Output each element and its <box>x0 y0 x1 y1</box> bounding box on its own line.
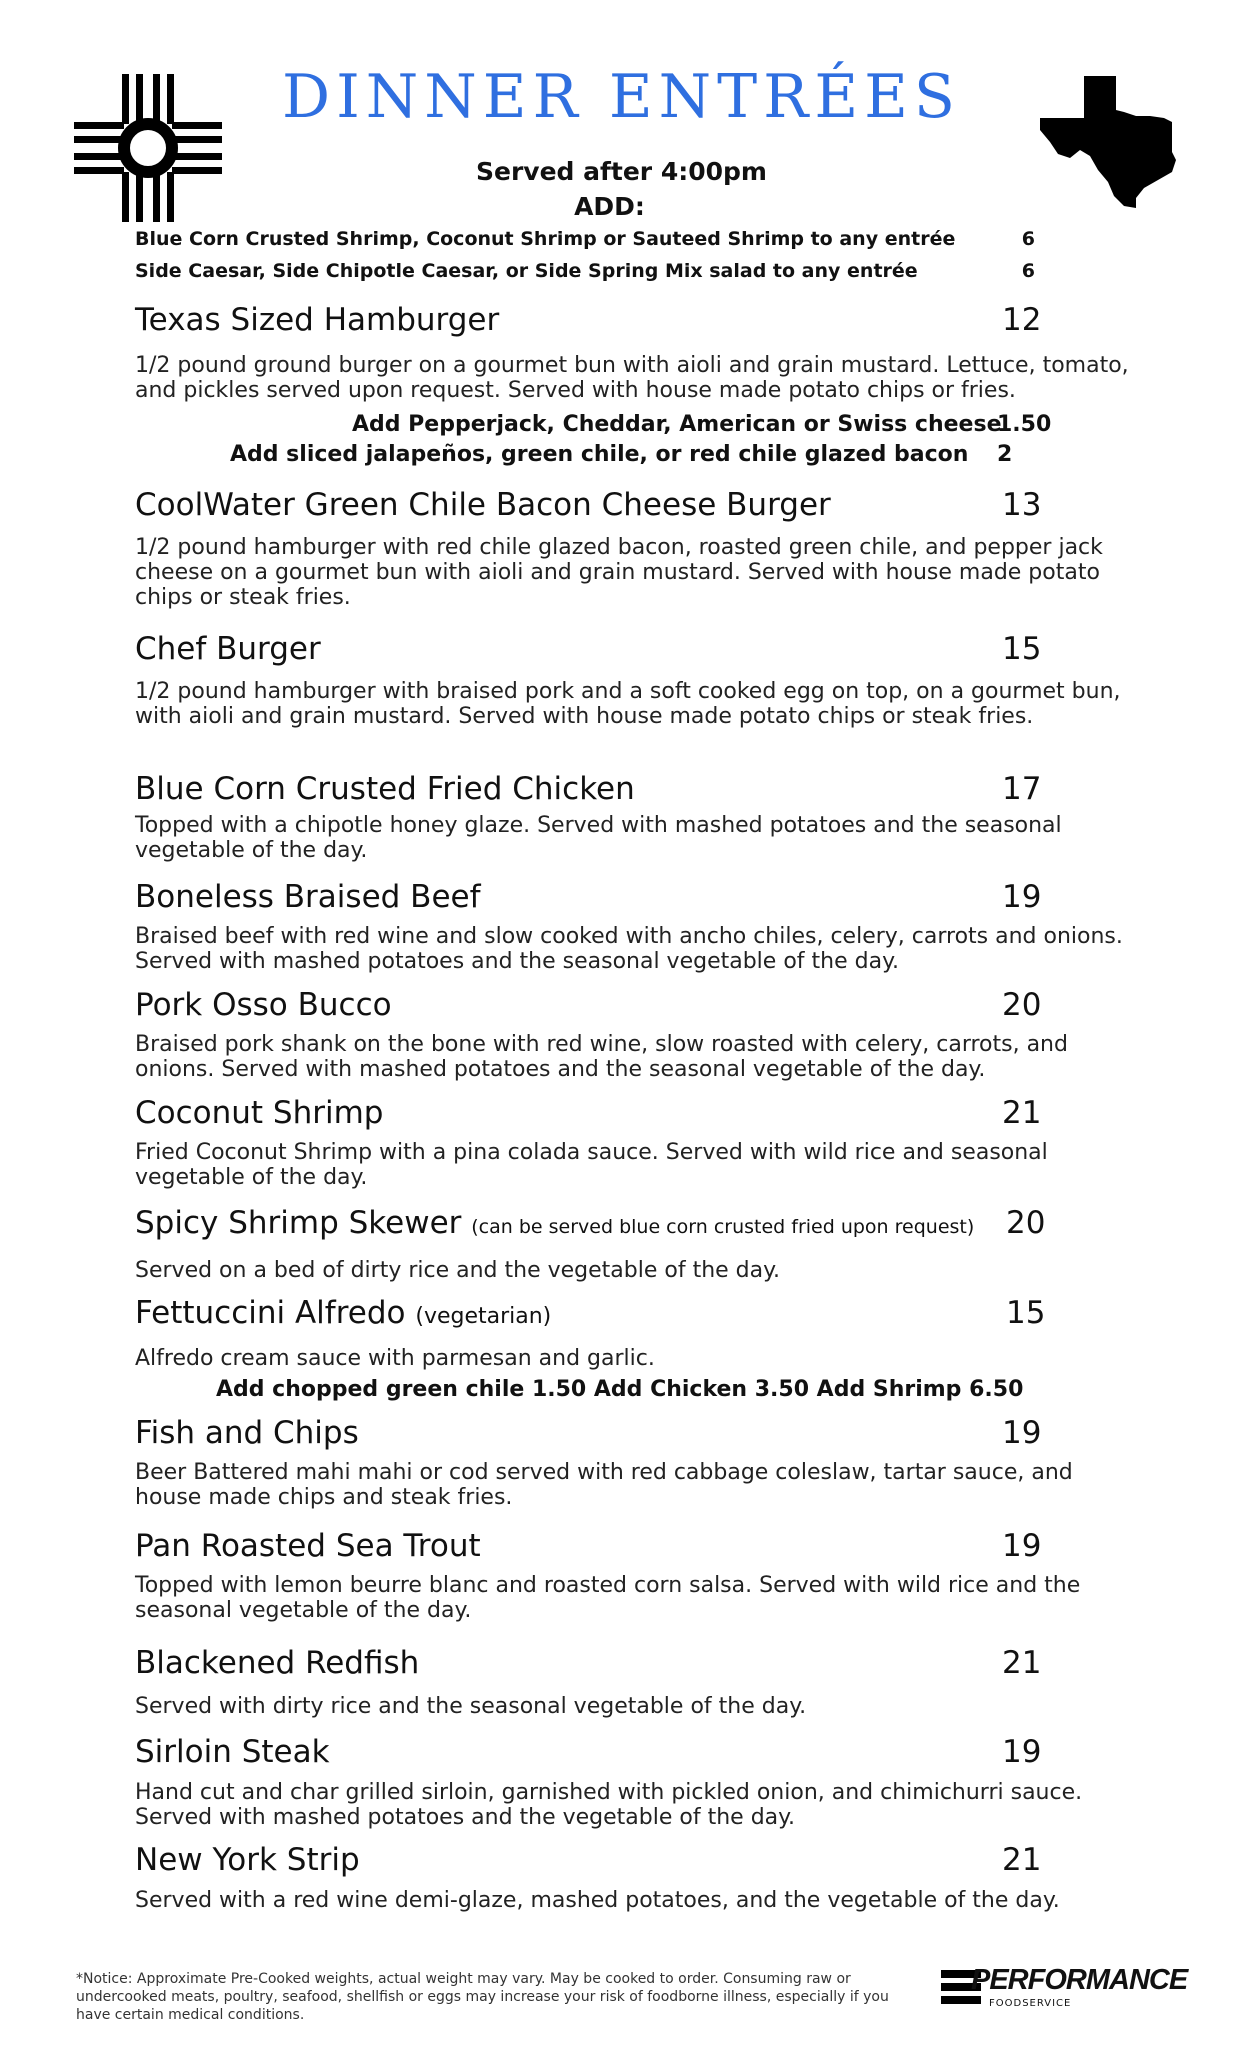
extra-option-price: 1.50 <box>997 412 1052 437</box>
addon-price: 6 <box>1021 260 1035 282</box>
menu-item-price: 21 <box>1002 1842 1042 1878</box>
menu-item-description: 1/2 pound ground burger on a gourmet bun with aioli and grain mustard. Lettuce, tomato, and pickles served upon request. Served with house made potato chips or fries. <box>135 353 1129 403</box>
add-heading: ADD: <box>574 192 645 221</box>
extra-option: Add sliced jalapeños, green chile, or red chile glazed bacon <box>230 442 969 467</box>
menu-item-price: 13 <box>1002 487 1042 523</box>
extra-option: Add Pepperjack, Cheddar, American or Swiss cheese <box>352 412 1002 437</box>
addon-text: Side Caesar, Side Chipotle Caesar, or Side Spring Mix salad to any entrée <box>135 260 918 282</box>
menu-item-name: Texas Sized Hamburger <box>135 302 500 338</box>
menu-item-name: Fish and Chips <box>135 1415 359 1451</box>
addon-price: 6 <box>1021 228 1035 250</box>
menu-item-name: CoolWater Green Chile Bacon Cheese Burger <box>135 487 831 523</box>
addon-item <box>135 260 1035 282</box>
menu-item-description: Alfredo cream sauce with parmesan and garlic. <box>135 1346 655 1371</box>
menu-item-price: 20 <box>1002 987 1042 1023</box>
extra-option-price: 2 <box>997 442 1013 467</box>
menu-item-note: (can be served blue corn crusted fried upon request) <box>471 1216 975 1238</box>
menu-item-name: Pan Roasted Sea Trout <box>135 1528 481 1564</box>
menu-item-name: New York Strip <box>135 1842 360 1878</box>
menu-item-description: Served with dirty rice and the seasonal vegetable of the day. <box>135 1694 807 1719</box>
menu-item-price: 21 <box>1002 1095 1042 1131</box>
menu-item-description: Beer Battered mahi mahi or cod served with red cabbage coleslaw, tartar sauce, and house made chips and steak fries. <box>135 1460 1073 1510</box>
menu-item-description: Braised pork shank on the bone with red wine, slow roasted with celery, carrots, and onions. Served with mashed potatoes and the seasonal vegetable of the day. <box>135 1032 1068 1082</box>
menu-item-name: Coconut Shrimp <box>135 1095 384 1131</box>
menu-item-name-text: Fettuccini Alfredo <box>135 1295 406 1331</box>
extra-option: Add chopped green chile 1.50 Add Chicken 3.50 Add Shrimp 6.50 <box>216 1377 1024 1402</box>
menu-item-price: 15 <box>1002 631 1042 667</box>
addon-text: Blue Corn Crusted Shrimp, Coconut Shrimp or Sauteed Shrimp to any entrée <box>135 228 956 250</box>
menu-item-price: 15 <box>1006 1295 1046 1331</box>
menu-item-name: Pork Osso Bucco <box>135 987 392 1023</box>
menu-item-price: 19 <box>1002 1415 1042 1451</box>
logo-name: PERFORMANCE <box>971 1964 1188 1996</box>
menu-item-price: 19 <box>1002 1734 1042 1770</box>
menu-item-description: Fried Coconut Shrimp with a pina colada sauce. Served with wild rice and seasonal vegetable of the day. <box>135 1140 1048 1190</box>
menu-item-price: 12 <box>1002 302 1042 338</box>
menu-item-description: 1/2 pound hamburger with red chile glazed bacon, roasted green chile, and pepper jack cheese on a gourmet bun with aioli and grain mustard. Served with house made potato chips or steak fries. <box>135 535 1103 610</box>
menu-item-price: 21 <box>1002 1645 1042 1681</box>
menu-item-description: 1/2 pound hamburger with braised pork and a soft cooked egg on top, on a gourmet bun, with aioli and grain mustard. Served with house made potato chips or steak fries. <box>135 679 1121 729</box>
menu-item-price: 19 <box>1002 879 1042 915</box>
menu-item-price: 17 <box>1002 771 1042 807</box>
menu-item-description: Served with a red wine demi-glaze, mashed potatoes, and the vegetable of the day. <box>135 1888 1060 1913</box>
footer-notice: *Notice: Approximate Pre-Cooked weights, actual weight may vary. May be cooked to order. Consuming raw or undercooked meats, poultry, seafood, shellfish or eggs may increase your risk of foodborne illness, especially if you have certain medical conditions. <box>76 1971 889 2023</box>
menu-item-name-text: Spicy Shrimp Skewer <box>135 1205 462 1241</box>
menu-item-name: Chef Burger <box>135 631 321 667</box>
menu-item-name <box>135 1295 551 1331</box>
menu-item-description: Hand cut and char grilled sirloin, garnished with pickled onion, and chimichurri sauce. Served with mashed potatoes and the vegetable of the day. <box>135 1780 1083 1830</box>
menu-item-description: Topped with lemon beurre blanc and roasted corn salsa. Served with wild rice and the seasonal vegetable of the day. <box>135 1573 1081 1623</box>
menu-item-name: Blue Corn Crusted Fried Chicken <box>135 771 635 807</box>
menu-item-description: Served on a bed of dirty rice and the vegetable of the day. <box>135 1258 780 1283</box>
menu-item-price: 19 <box>1002 1528 1042 1564</box>
menu-item-name: Sirloin Steak <box>135 1734 330 1770</box>
addon-item <box>135 228 1035 250</box>
page-title: DINNER ENTRÉES <box>281 62 962 132</box>
menu-item-name: Blackened Redfish <box>135 1645 420 1681</box>
menu-item-name <box>135 1205 974 1241</box>
menu-item-note: (vegetarian) <box>415 1304 552 1329</box>
menu-item-description: Braised beef with red wine and slow cooked with ancho chiles, celery, carrots and onions. Served with mashed potatoes and the seasonal vegetable of the day. <box>135 924 1123 974</box>
logo-subtitle: FOODSERVICE <box>989 1998 1072 2009</box>
served-time: Served after 4:00pm <box>476 157 767 186</box>
menu-item-name: Boneless Braised Beef <box>135 879 481 915</box>
menu-item-description: Topped with a chipotle honey glaze. Served with mashed potatoes and the seasonal vegetable of the day. <box>135 813 1062 863</box>
menu-item-price: 20 <box>1006 1205 1046 1241</box>
